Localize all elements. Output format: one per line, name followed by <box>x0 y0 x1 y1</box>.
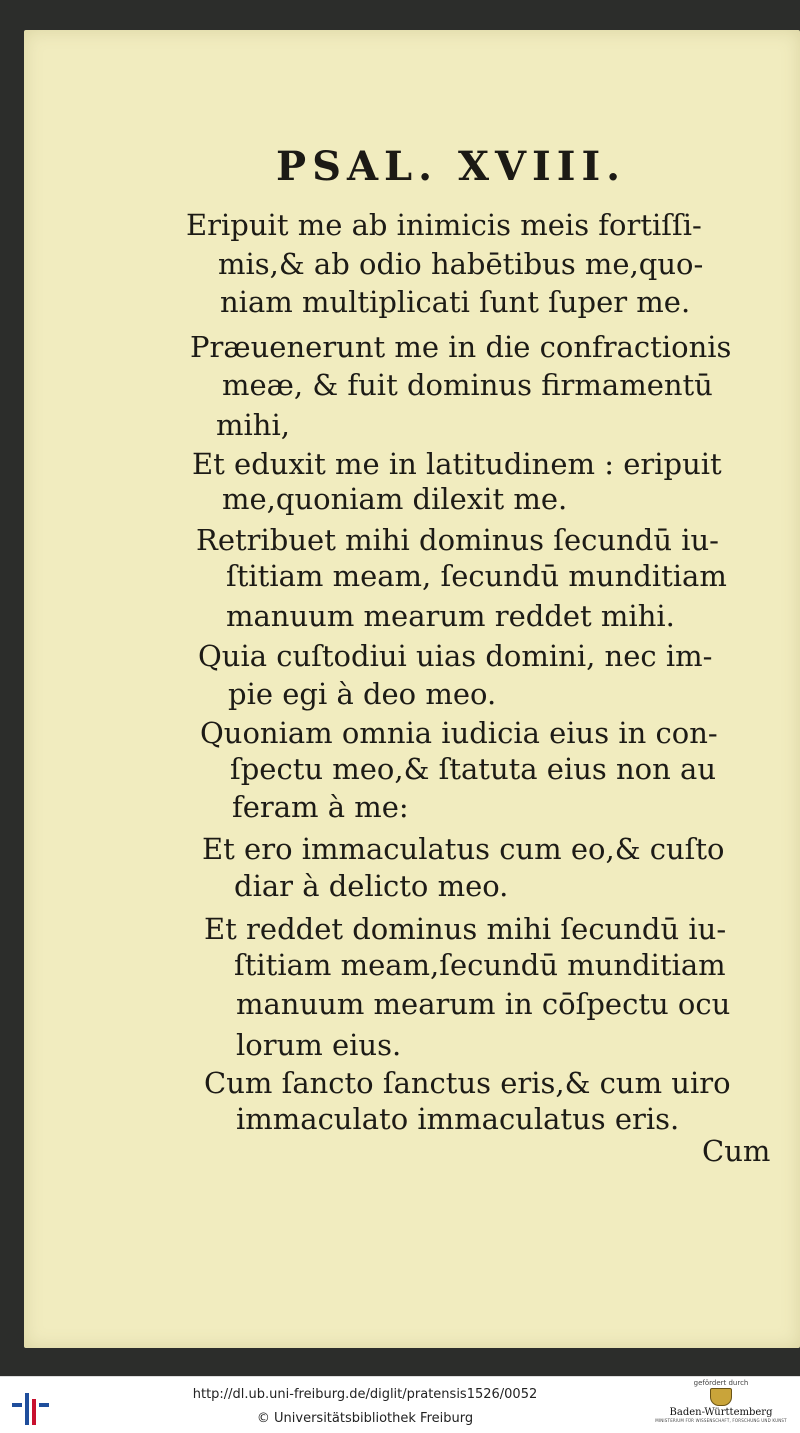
funder-logo <box>646 1379 796 1433</box>
text-line: lorum eius. <box>236 1028 402 1062</box>
permalink-url[interactable]: http://dl.ub.uni-freiburg.de/diglit/pratensis1526/0052 <box>192 1387 538 1402</box>
text-line: mis,& ab odio habētibus me,quo- <box>218 247 704 281</box>
text-line: mihi, <box>216 408 290 442</box>
text-line: meæ, & fuit dominus firmamentū <box>222 368 713 402</box>
text-line: ſtitiam meam, ſecundū munditiam <box>226 559 727 593</box>
coat-of-arms-icon <box>710 1388 732 1406</box>
text-line: Retribuet mihi dominus ſecundū iu- <box>196 523 719 557</box>
text-line: pie egi à deo meo. <box>228 677 497 711</box>
text-line: Et eduxit me in latitudinem : eripuit <box>192 447 722 481</box>
text-line: Præuenerunt me in die confractionis <box>190 330 732 364</box>
funder-name: Baden-Württemberg <box>669 1407 773 1418</box>
text-line: niam multiplicati ſunt ſuper me. <box>220 285 691 319</box>
text-line: me,quoniam dilexit me. <box>222 482 568 516</box>
text-line: Et ero immaculatus cum eo,& cuſto <box>202 832 725 866</box>
text-line: diar à delicto meo. <box>234 869 509 903</box>
text-line: Cum ſancto ſanctus eris,& cum uiro <box>204 1066 731 1100</box>
text-line: manuum mearum reddet mihi. <box>226 599 675 633</box>
text-line: Eripuit me ab inimicis meis fortiſſi- <box>186 208 702 242</box>
copyright-text: © Universitätsbibliothek Freiburg <box>256 1411 474 1426</box>
catchword: Cum <box>702 1134 771 1168</box>
viewer-footer <box>0 1376 800 1433</box>
text-line: feram à me: <box>232 790 409 824</box>
text-line: immaculato immaculatus eris. <box>236 1102 680 1136</box>
funder-caption: gefördert durch <box>693 1379 749 1387</box>
text-line: ſpectu meo,& ſtatuta eius non au <box>230 752 717 786</box>
page-heading: PSAL. XVIII. <box>276 143 627 190</box>
funder-ministry: MINISTERIUM FÜR WISSENSCHAFT, FORSCHUNG UND KUNST <box>655 1418 787 1423</box>
text-line: Quoniam omnia iudicia eius in con- <box>200 716 718 750</box>
text-line: manuum mearum in cōſpectu ocu <box>236 987 731 1021</box>
text-line: Et reddet dominus mihi ſecundū iu- <box>204 912 727 946</box>
text-line: Quia cuſtodiui uias domini, nec im- <box>198 639 713 673</box>
text-line: ſtitiam meam,ſecundū munditiam <box>234 948 726 982</box>
